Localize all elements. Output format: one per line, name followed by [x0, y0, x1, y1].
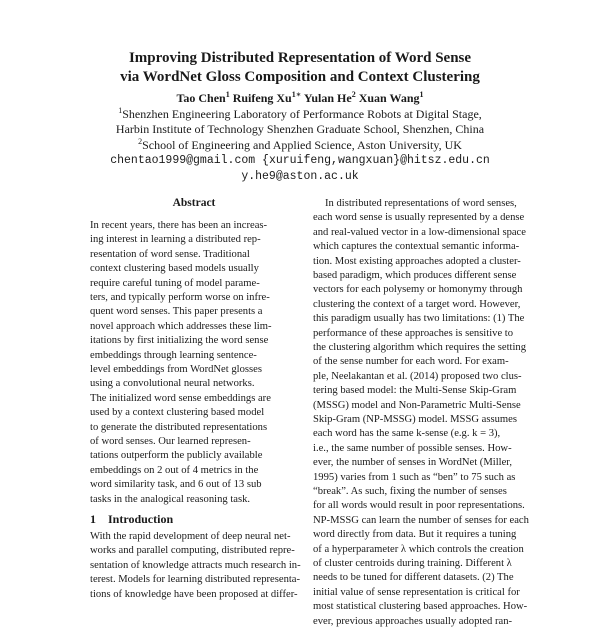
- text-line: tasks in the analogical reasoning task.: [90, 493, 251, 505]
- text-line: context clustering based models usually: [90, 263, 259, 275]
- text-line: embeddings on 2 out of 4 metrics in the: [90, 464, 259, 476]
- text-line: In distributed representations of word senses,: [325, 198, 517, 209]
- text-line: level embeddings from WordNet glosses: [90, 364, 262, 375]
- section-heading: [90, 512, 185, 527]
- author-2-sup: 1∗: [291, 90, 302, 99]
- affiliation-2: [0, 138, 600, 154]
- author-2: Ruifeng Xu: [232, 91, 292, 105]
- text-line: Skip-Gram (NP-MSSG) model. MSSG assumes: [313, 414, 517, 425]
- text-line: require careful tuning of model parame-: [90, 277, 260, 289]
- text-line: needs to be tuned for different datasets. (2) The: [313, 572, 514, 584]
- text-line: to generate the distributed representations: [90, 421, 268, 433]
- affiliation-2-sup: 2: [138, 136, 143, 146]
- section-title: Introduction: [108, 512, 174, 526]
- text-line: tering based model: the Multi-Sense Skip-Gram: [313, 385, 517, 397]
- text-line: most statistical clustering based approaches. How-: [313, 601, 528, 613]
- text-line: quent word senses. This paper presents a: [90, 306, 263, 318]
- text-line: the clustering algorithm which requires the setting: [313, 342, 526, 353]
- text-line: of cluster centroids during training. Different λ: [313, 558, 512, 569]
- text-line: which captures the contextual semantic informa-: [313, 241, 520, 253]
- author-names: [0, 91, 600, 107]
- text-line: (MSSG) model and Non-Parametric Multi-Sense: [313, 399, 521, 411]
- text-line: sentation of knowledge attracts much research in-: [90, 559, 301, 571]
- text-line: The initialized word sense embeddings are: [90, 392, 271, 404]
- author-3: Yulan He: [303, 91, 352, 105]
- text-line: In recent years, there has been an increas-: [90, 220, 268, 231]
- title-line-1: Improving Distributed Representation of Word Sense: [128, 50, 472, 66]
- text-line: tion. Most existing approaches adopted a cluster-: [313, 255, 521, 267]
- author-1: Tao Chen: [176, 91, 226, 105]
- affiliation-1-sup: 1: [118, 105, 123, 115]
- text-line: of a hyperparameter λ which controls the creation: [313, 543, 524, 555]
- text-line: each word has the same k-sense (e.g. k = 3),: [313, 428, 501, 440]
- text-line: ing interest in learning a distributed rep-: [90, 234, 261, 246]
- text-line: resentation of word sense. Traditional: [90, 248, 250, 260]
- title-line-2: via WordNet Gloss Composition and Context Clustering: [120, 69, 480, 85]
- text-line: embeddings through learning sentence-: [90, 349, 257, 361]
- text-line: this paradigm usually has two limitations: (1) The: [313, 313, 525, 325]
- text-line: for all words would result in poor representations.: [313, 500, 525, 512]
- text-line: ever, previous approaches usually adopted ran-: [313, 615, 513, 627]
- text-line: tions of knowledge have been proposed at differ-: [90, 588, 298, 600]
- author-4: Xuan Wang: [358, 91, 420, 105]
- text-line: word directly from data. But it requires a tuning: [313, 529, 517, 541]
- author-1-sup: 1: [225, 90, 230, 99]
- text-line: NP-MSSG can learn the number of senses for each: [313, 514, 529, 526]
- text-line: itations by first initializing the word sense: [90, 335, 269, 347]
- text-line: and real-valued vector in a low-dimensional space: [313, 226, 526, 238]
- text-line: used by a context clustering based model: [90, 407, 265, 419]
- text-line: “break”. As such, fixing the number of senses: [313, 486, 507, 497]
- affiliation-1-line-1: [0, 107, 600, 123]
- affiliation-1-text: Shenzhen Engineering Laboratory of Performance Robots at Digital Stage,: [122, 106, 482, 121]
- text-line: word similarity task, and 6 out of 13 sub: [90, 479, 262, 491]
- text-line: ters, and typically perform worse on infre-: [90, 292, 270, 303]
- text-line: each word sense is usually represented by a dense: [313, 212, 525, 224]
- text-line: clustering the context of a target word. However,: [313, 298, 521, 310]
- text-line: performance of these approaches is sensitive to: [313, 327, 514, 339]
- affiliation-1-line-2: Harbin Institute of Technology Shenzhen Graduate School, Shenzhen, China: [115, 122, 485, 136]
- text-line: 1995) varies from 1 such as “ben” to 75 such as: [313, 471, 516, 483]
- text-line: works and parallel computing, distributed repre-: [90, 545, 295, 557]
- text-line: ple, Neelakantan et al. (2014) proposed two clus-: [313, 370, 522, 382]
- abstract-heading: Abstract: [172, 197, 216, 209]
- section-number: 1: [90, 512, 96, 526]
- text-line: i.e., the same number of possible senses. How-: [313, 442, 512, 454]
- text-line: based paradigm, which produces different sense: [313, 270, 517, 281]
- text-line: ever, the number of senses in WordNet (Miller,: [313, 457, 513, 469]
- text-line: With the rapid development of deep neural net-: [90, 531, 291, 542]
- text-line: terest. Models for learning distributed representa-: [90, 574, 301, 586]
- author-3-sup: 2: [351, 90, 356, 99]
- email-line-2: y.he9@aston.ac.uk: [241, 169, 359, 183]
- paper-title: [0, 49, 600, 87]
- author-block: [0, 91, 600, 184]
- text-line: of the sense number for each word. For exam-: [313, 356, 509, 368]
- email-line-1: chentao1999@gmail.com {xuruifeng,wangxuan}@hitsz.edu.cn: [110, 154, 490, 167]
- author-4-sup: 1: [419, 90, 424, 99]
- text-line: vectors for each polysemy or homonymy through: [313, 284, 523, 296]
- text-line: tations outperform the publicly available: [90, 450, 263, 462]
- text-line: novel approach which addresses these lim-: [90, 320, 272, 332]
- text-line: using a convolutional neural networks.: [90, 378, 255, 390]
- text-line: initial value of sense representation is critical for: [313, 586, 520, 598]
- text-line: of word senses. Our learned represen-: [90, 436, 251, 447]
- affiliation-2-text: School of Engineering and Applied Science, Aston University, UK: [142, 137, 462, 152]
